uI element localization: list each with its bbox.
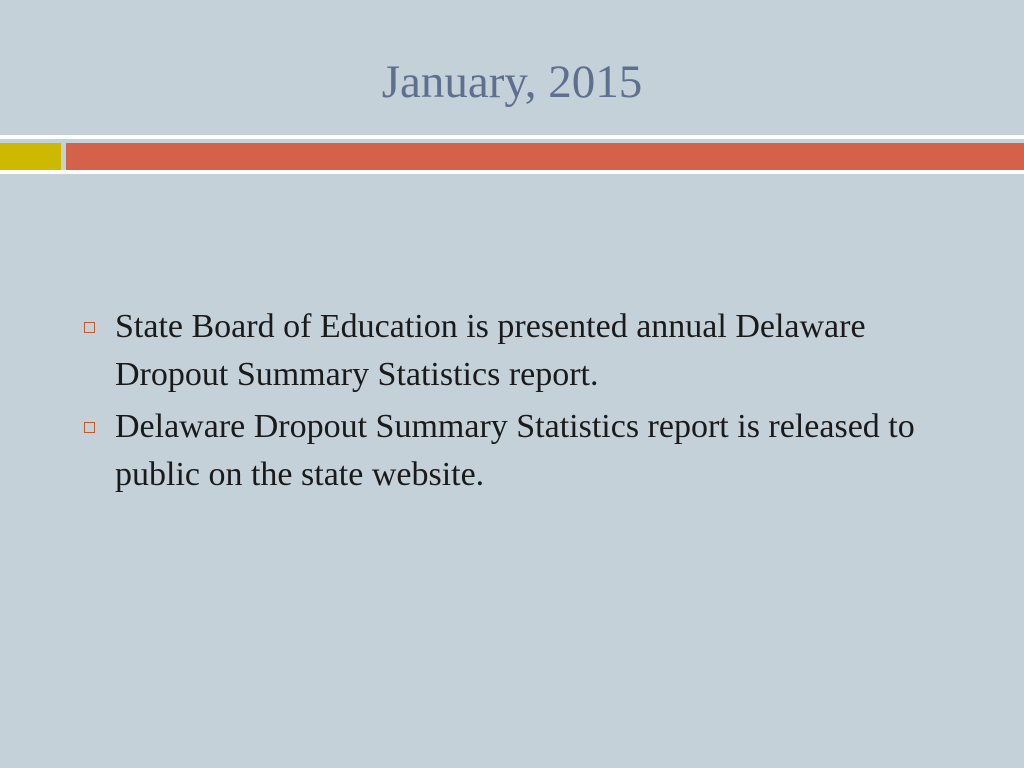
slide-title: January, 2015	[381, 56, 643, 108]
bullet-list	[80, 303, 960, 503]
accent-bar	[0, 143, 61, 170]
bullet-item	[80, 403, 960, 499]
bullet-text: Delaware Dropout Summary Statistics report is released to public on the state website.	[115, 408, 915, 493]
divider-line-bottom	[0, 170, 1024, 174]
square-bullet-icon	[84, 422, 95, 433]
square-bullet-icon	[84, 322, 95, 333]
header-bar	[66, 143, 1024, 170]
bullet-text: State Board of Education is presented annual Delaware Dropout Summary Statistics report.	[115, 308, 866, 393]
bullet-item	[80, 303, 960, 399]
divider-line-top	[0, 135, 1024, 139]
